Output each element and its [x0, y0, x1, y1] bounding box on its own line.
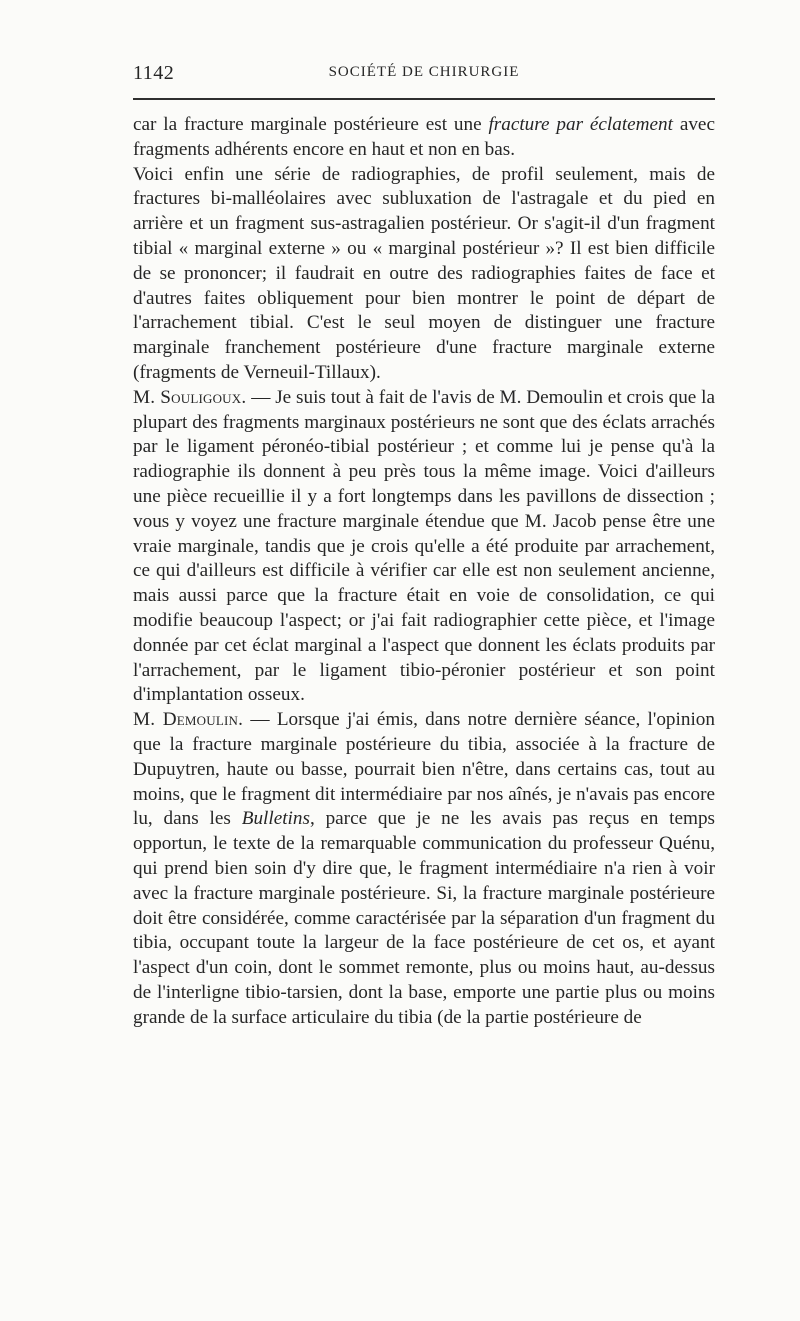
- paragraph-text: — Lorsque j'ai émis, dans notre dernière séance, l'opinion que la fracture marginale postérieure du tibia, associée à la fracture de Dupuytren, haute ou basse, pourrait bien n'être, dans certains cas, tout au moins, que le fragment dit intermédiaire par nos aînés, je n'avais pas encore lu, dans les: [133, 709, 715, 830]
- paragraph-text: , parce que je ne les avais pas reçus en temps opportun, le texte de la remarquable communication du professeur Quénu, qui prend bien soin d'y dire que, le fragment intermédiaire n'a rien à voir avec la fracture marginale postérieure. Si, la fracture marginale postérieure doit être considérée, comme caractérisée par la séparation d'un fragment du tibia, occupant toute la largeur de la face postérieure de cet os, et ayant l'aspect d'un coin, dont le sommet remonte, plus ou moins haut, au-dessus de l'interligne tibio-tarsien, dont la base, emporte une partie plus ou moins grande de la surface articulaire du tibia (de la partie postérieure de: [133, 808, 715, 1028]
- paragraph-text: avec fragments adhérents encore en haut et non en bas.: [133, 114, 715, 160]
- page-number: 1142: [133, 62, 175, 84]
- speaker-name: M. Demoulin.: [133, 709, 244, 731]
- paragraph-text: car la fracture marginale postérieure est une: [133, 114, 489, 135]
- paragraph-text: — Je suis tout à fait de l'avis de M. Demoulin et crois que la plupart des fragments marginaux postérieurs ne sont que des éclats arrachés par le ligament péronéo-tibial postérieur ; et comme lui je pense qu'à la radiographie ils donnent à peu près tous la même image. Voici d'ailleurs une pièce recueillie il y a fort longtemps dans les pavillons de dissection ; vous y voyez une fracture marginale étendue que M. Jacob pense être une vraie marginale, tandis que je crois qu'elle a été produite par arrachement, ce qui d'ailleurs est difficile à vérifier car elle est non seulement ancienne, mais aussi parce que la fracture était en voie de consolidation, ce qui modifie beaucoup l'aspect; or j'ai fait radiographier cette pièce, et l'image donnée par cet éclat marginal a l'aspect que donnent les éclats produits par l'arrachement, par le ligament tibio-péronier postérieur et son point d'implantation osseux.: [133, 386, 715, 706]
- speaker-name: M. Souligoux.: [133, 386, 247, 408]
- header-rule: [133, 98, 715, 100]
- paragraph-radiographs: Voici enfin une série de radiographies, de profil seulement, mais de fractures bi-malléolaires avec subluxation de l'astragale et du pied en arrière et un fragment sus-astragalien postérieur. Or s'agit-il d'un fragment tibial « marginal externe » ou « marginal postérieur »? Il est bien difficile de se prononcer; il faudrait en outre des radiographies faites de face et d'autres faites obliquement pour bien montrer le point de départ de l'arrachement tibial. C'est le seul moyen de distinguer une fracture marginale franchement postérieure d'une fracture marginale externe (fragments de Verneuil-Tillaux).: [133, 163, 715, 383]
- paragraph-souligoux: [133, 386, 715, 708]
- paragraph-demoulin: [133, 708, 715, 1030]
- paragraph-continuation: [133, 113, 715, 163]
- article-body: [133, 113, 715, 1030]
- emphasis: fracture par éclatement: [488, 114, 673, 135]
- running-head: SOCIÉTÉ DE CHIRURGIE: [328, 64, 520, 80]
- page-header: [133, 58, 715, 86]
- emphasis: Bulletins: [241, 808, 310, 830]
